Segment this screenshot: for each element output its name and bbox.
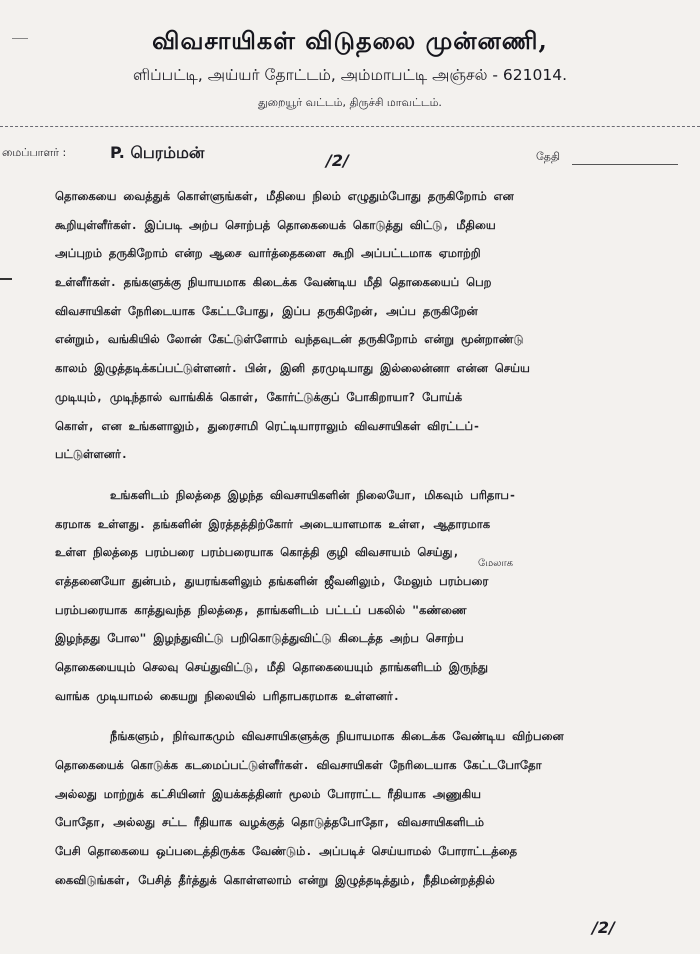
letter-body [55, 182, 665, 895]
text-line: பட்டுள்ளனர். [55, 447, 128, 462]
paragraph [55, 722, 665, 894]
text-line: வாங்க முடியாமல் கையறு நிலையில் பரிதாபகரமாக உள்ளனர். [55, 688, 400, 703]
text-line: கரமாக உள்ளது. தங்களின் இரத்தத்திற்கோர் அடையாளமாக உள்ள, ஆதாரமாக [55, 516, 491, 531]
text-line: பேசி தொகையை ஒப்படைத்திருக்க வேண்டும். அப்படிச் செய்யாமல் போராட்டத்தை [55, 844, 518, 859]
text-line: அப்புறம் தருகிறோம் என்ற ஆசை வார்த்தைகளை கூறி அப்பட்டமாக ஏமாற்றி [55, 246, 481, 261]
date-label: தேதி [536, 150, 560, 163]
text-line: அல்லது மாற்றுக் கட்சியினர் இயக்கத்தினர் மூலம் போராட்ட ரீதியாக அணுகிய [55, 786, 481, 801]
text-line: உள்ளீர்கள். தங்களுக்கு நியாயமாக கிடைக்க வேண்டிய மீதி தொகையைப் பெற [55, 275, 492, 290]
text-line: உள்ள நிலத்தை பரம்பரை பரம்பரையாக கொத்தி குழி விவசாயம் செய்து, [55, 545, 460, 560]
paragraph-gap [55, 710, 665, 722]
text-line: முடியும், முடிந்தால் வாங்கிக் கொள், கோர்ட்டுக்குப் போகிறாயா? போய்க் [55, 389, 463, 404]
text-line: போதோ, அல்லது சட்ட ரீதியாக வழக்குத் தொடுத்தபோதோ, விவசாயிகளிடம் [55, 815, 484, 830]
text-line: கைவிடுங்கள், பேசித் தீர்த்துக் கொள்ளலாம் என்று இழுத்தடித்தும், நீதிமன்றத்தில் [55, 872, 495, 887]
text-line: கூறியுள்ளீர்கள். இப்படி அற்ப சொற்பத் தொகையைக் கொடுத்து விட்டு, மீதியை [55, 217, 496, 232]
text-line: என்றும், வங்கியில் லோன் கேட்டுள்ளோம் வந்தவுடன் தருகிறோம் என்று மூன்றாண்டு [55, 332, 524, 347]
text-line: இழந்தது போல" இழந்துவிட்டு பறிகொடுத்துவிட்டு கிடைத்த அற்ப சொற்ப [55, 631, 464, 646]
handwritten-insert: மேலாக [478, 558, 514, 569]
paragraph-gap [55, 469, 665, 481]
convener-label: மைப்பாளர் : [2, 146, 67, 159]
paragraph [55, 182, 665, 469]
page-number-top: /2/ [326, 151, 349, 170]
text-line: நீங்களும், நிர்வாகமும் விவசாயிகளுக்கு நியாயமாக கிடைக்க வேண்டிய விற்பனை [110, 729, 564, 744]
organization-title: விவசாயிகள் விடுதலை முன்னணி, [152, 26, 548, 55]
text-line: காலம் இழுத்தடிக்கப்பட்டுள்ளனர். பின், இனி தரமுடியாது இல்லைன்னா என்ன செய்ய [55, 361, 530, 376]
district-line: துறையூர் வட்டம், திருச்சி மாவட்டம். [258, 96, 442, 109]
address-line: ளிப்பட்டி, அய்யர் தோட்டம், அம்மாபட்டி அஞ்சல் - 621014. [132, 66, 568, 84]
paragraph [55, 481, 665, 711]
margin-mark [0, 278, 12, 280]
text-line: உங்களிடம் நிலத்தை இழந்த விவசாயிகளின் நிலையோ, மிகவும் பரிதாப- [110, 487, 516, 502]
date-blank-line [572, 164, 678, 165]
text-line: விவசாயிகள் நேரிடையாக கேட்டபோது, இப்ப தருகிறேன், அப்ப தருகிறேன் [55, 303, 478, 318]
text-line: தொகையை வைத்துக் கொள்ளுங்கள், மீதியை நிலம் எழுதும்போது தருகிறோம் என [55, 189, 514, 203]
convener-name: P. பெரம்மன் [110, 143, 205, 162]
letterhead-divider [0, 126, 700, 127]
text-line: தொகையைக் கொடுக்க கடமைப்பட்டுள்ளீர்கள். விவசாயிகள் நேரிடையாக கேட்டபோதோ [55, 758, 542, 773]
text-line: பரம்பரையாக காத்துவந்த நிலத்தை, தாங்களிடம் பட்டப் பகலில் "கண்ணை [55, 602, 467, 617]
text-line: எத்தனையோ துன்பம், துயரங்களிலும் தங்களின் ஜீவனிலும், மேலும் பரம்பரை [55, 573, 489, 588]
text-line: கொள், என உங்களாலும், துரைசாமி ரெட்டியாராலும் விவசாயிகள் விரட்டப்- [55, 418, 480, 433]
text-line: தொகையையும் செலவு செய்துவிட்டு, மீதி தொகையையும் தாங்களிடம் இருந்து [55, 660, 489, 674]
page-number-bottom: /2/ [592, 918, 615, 937]
